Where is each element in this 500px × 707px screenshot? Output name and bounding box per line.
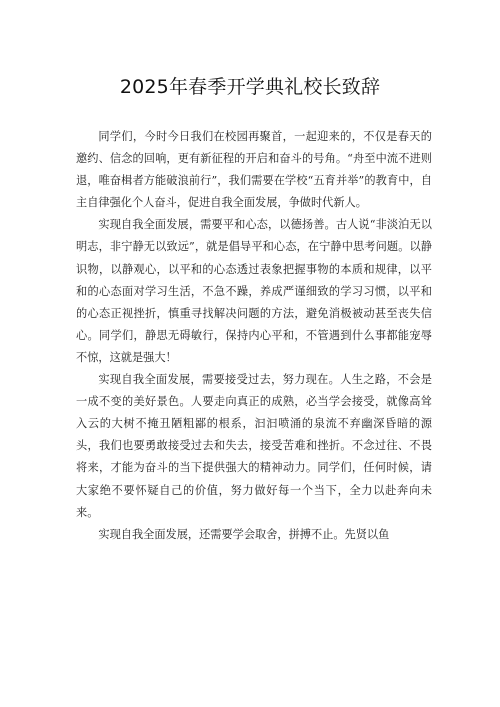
paragraph-1: 同学们，今时今日我们在校园再聚首，一起迎来的，不仅是春天的邀约、信念的回响，更有新征程的开启和奋斗的号角。“舟至中流不进则退，唯奋楫者方能破浪前行”，我们需要在学校“五育并举”的教育中，自主自律强化个人奋斗，促进自我全面发展，争做时代新人。 — [76, 130, 432, 210]
document-body — [76, 126, 432, 546]
paragraph-3: 实现自我全面发展，需要接受过去，努力现在。人生之路，不会是一成不变的美好景色。人要走向真正的成熟，必当学会接受，就像高耸入云的大树不掩丑陋粗鄙的根系，汩汩喷涌的泉流不弃幽深昏暗的源头，我们也要勇敢接受过去和失去，接受苦难和挫折。不念过往、不畏将来，才能为奋斗的当下提供强大的精神动力。同学们，任何时候，请大家绝不要怀疑自己的价值，努力做好每一个当下，全力以赴奔向未来。 — [76, 373, 432, 519]
paragraph-4: 实现自我全面发展，还需要学会取舍，拼搏不止。先贤以鱼 — [98, 527, 390, 541]
paragraph-2: 实现自我全面发展，需要平和心态，以德扬善。古人说“非淡泊无以明志，非宁静无以致远”，就是倡导平和心态，在宁静中思考问题。以静识物，以静观心，以平和的心态透过表象把握事物的本质和规律，以平和的心态面对学习生活，不急不躁，养成严谨细致的学习习惯，以平和的心态正视挫折，慎重寻找解决问题的方法，避免消极被动甚至丧失信心。同学们，静思无碍敏行，保持内心平和，不管遇到什么事都能宠辱不惊，这就是强大！ — [76, 218, 432, 364]
document-title: 2025年春季开学典礼校长致辞 — [119, 76, 381, 98]
